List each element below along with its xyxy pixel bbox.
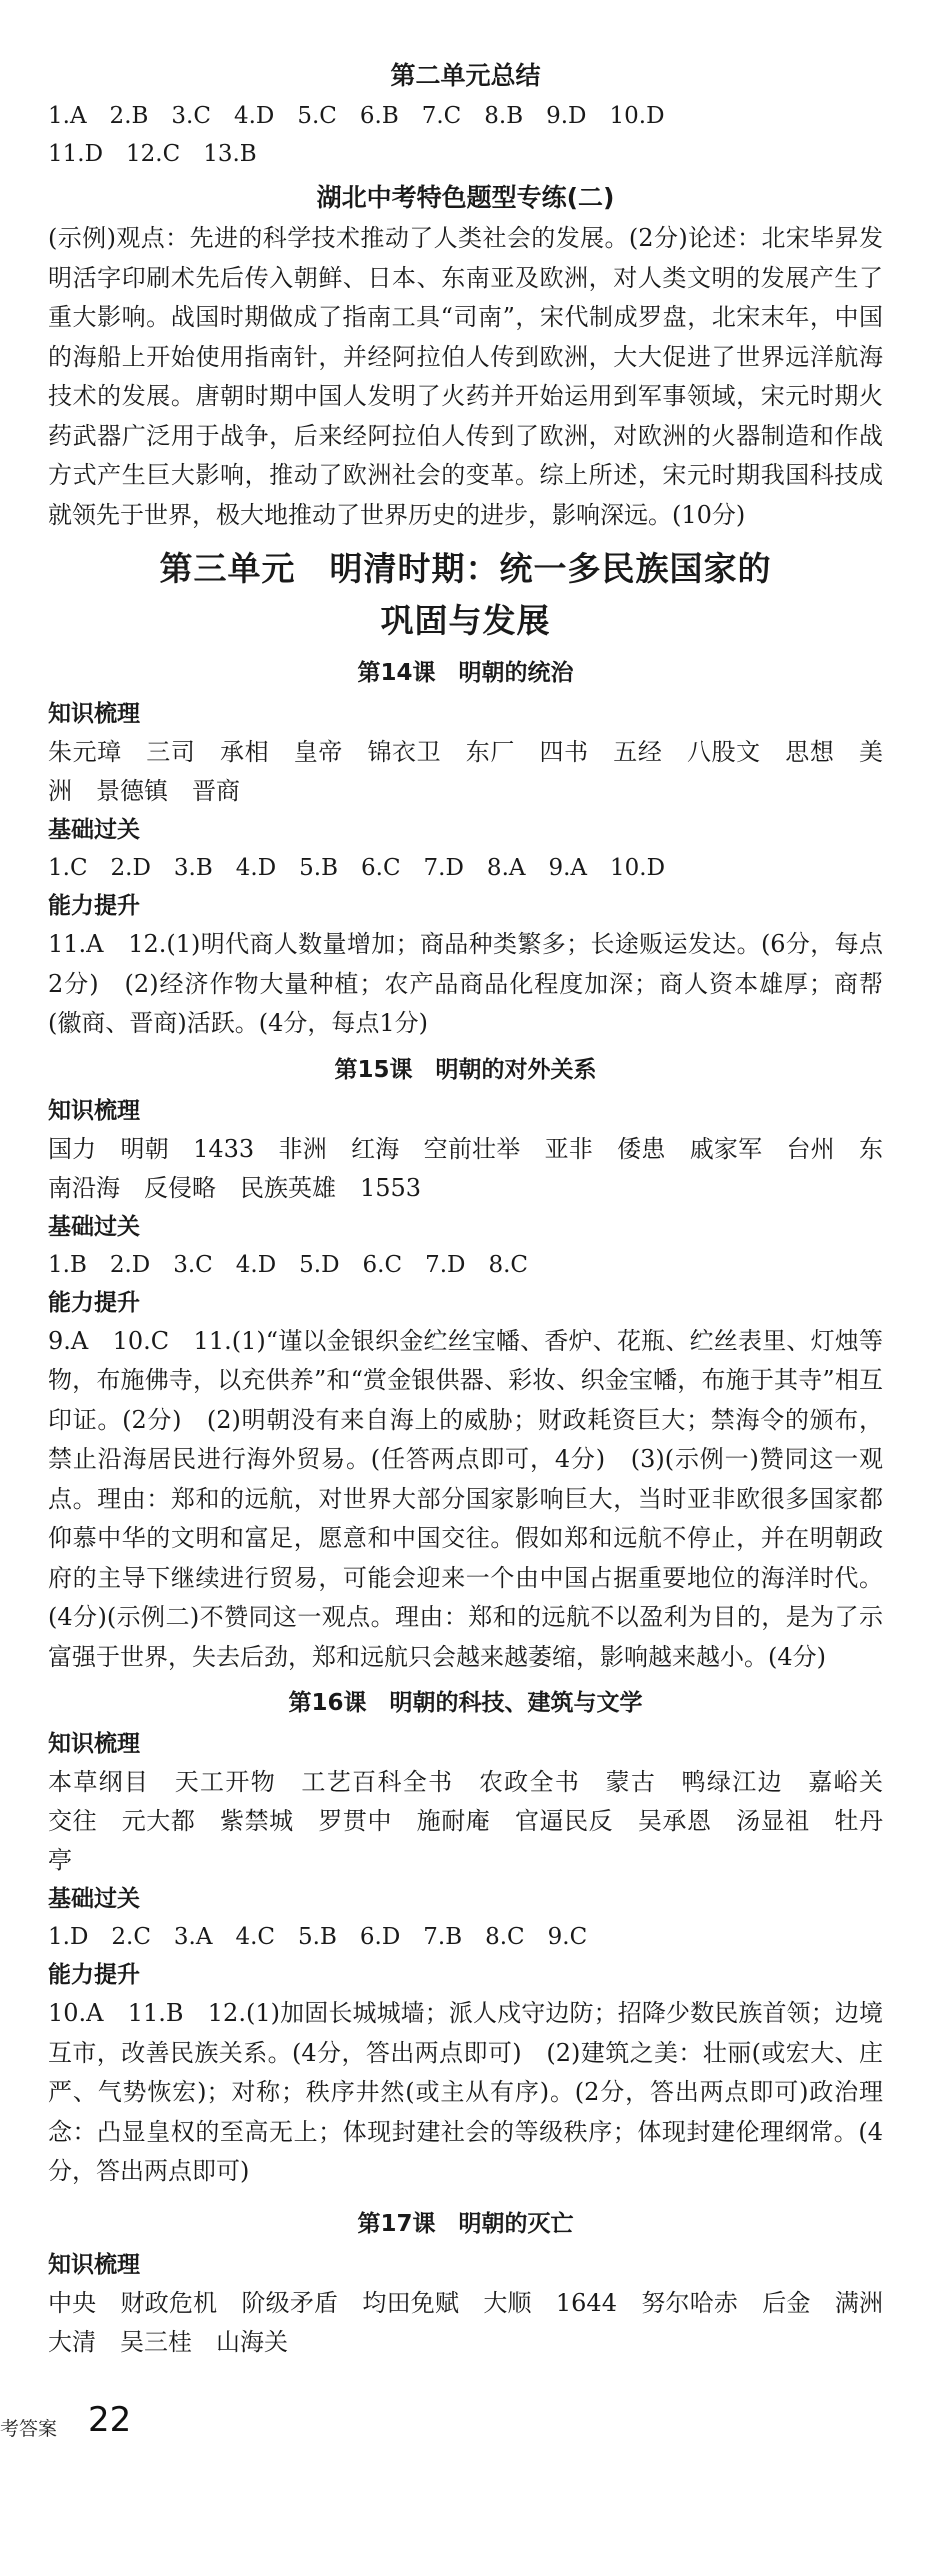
knowledge-terms: 本草纲目 天工开物 工艺百科全书 农政全书 蒙古 鸭绿江边 嘉峪关 交往 元大都 紫禁城 罗贯中 施耐庵 官逼民反 吴承恩 汤显祖 牡丹亭 — [48, 1768, 907, 1874]
page-number: 22 — [88, 2400, 132, 2440]
ability-label: 能力提升 — [48, 893, 140, 919]
basic-answers: 1.C 2.D 3.B 4.D 5.B 6.C 7.D 8.A 9.A 10.D — [48, 855, 666, 881]
lesson-title: 第15课 明朝的对外关系 — [334, 1056, 597, 1083]
basic-label: 基础过关 — [48, 817, 140, 843]
lesson-title: 第14课 明朝的统治 — [357, 660, 574, 686]
basic-label: 基础过关 — [48, 1886, 140, 1912]
ability-label: 能力提升 — [48, 1962, 140, 1988]
footer-label: 考答案 — [0, 2418, 58, 2440]
lesson-14 — [48, 651, 883, 1044]
ability-label: 能力提升 — [48, 1289, 140, 1316]
unit3-title-line1: 第三单元 明清时期：统一多民族国家的 — [159, 549, 772, 588]
basic-answers: 1.B 2.D 3.C 4.D 5.D 6.C 7.D 8.C — [48, 1251, 529, 1278]
basic-answers: 1.D 2.C 3.A 4.C 5.B 6.D 7.B 8.C 9.C — [48, 1924, 588, 1950]
page-content — [48, 55, 907, 2362]
ability-answers: 11.A 12.(1)明代商人数量增加；商品种类繁多；长途贩运发达。(6分，每点2分) (2)经济作物大量种植；农产品商品化程度加深；商人资本雄厚；商帮(徽商、晋商)活跃。(4分，每点1分) — [48, 930, 883, 1037]
unit2-summary-title: 第二单元总结 — [390, 61, 541, 90]
lesson-16 — [48, 1681, 907, 2192]
ability-answers: 9.A 10.C 11.(1)“谨以金银织金纻丝宝幡、香炉、花瓶、纻丝表里、灯烛等物，布施佛寺，以充供养”和“赏金银供器、彩妆、织金宝幡，布施于其寺”相互印证。(2分) (2)明朝没有来自海上的威胁；财政耗资巨大；禁海令的颁布，禁止沿海居民进行海外贸易。(任答两点即可，4分) (3)(示例一)赞同这一观点。理由：郑和的远航，对世界大部分国家影响巨大，当时亚非欧很多国家都仰慕中华的文明和富足，愿意和中国交往。假如郑和远航不停止，并在明朝政府的主导下继续进行贸易，可能会迎来一个由中国占据重要地位的海洋时代。(4分)(示例二)不赞同这一观点。理由：郑和的远航不以盈利为目的，是为了示富强于世界，失去后劲，郑和远航只会越来越萎缩，影响越来越小。(4分) — [48, 1326, 883, 1671]
hubei-special-answer: (示例)观点：先进的科学技术推动了人类社会的发展。(2分)论述：北宋毕昇发明活字印刷术先后传入朝鲜、日本、东南亚及欧洲，对人类文明的发展产生了重大影响。战国时期做成了指南工具“司南”，宋代制成罗盘，北宋末年，中国的海船上开始使用指南针，并经阿拉伯人传到欧洲，大大促进了世界远洋航海技术的发展。唐朝时期中国人发明了火药并开始运用到军事领域，宋元时期火药武器广泛用于战争，后来经阿拉伯人传到了欧洲，对欧洲的火器制造和作战方式产生巨大影响，推动了欧洲社会的变革。综上所述，宋元时期我国科技成就领先于世界，极大地推动了世界历史的进步，影响深远。(10分) — [48, 224, 883, 529]
knowledge-label: 知识梳理 — [48, 2251, 140, 2278]
hubei-special-title: 湖北中考特色题型专练(二) — [316, 183, 615, 212]
knowledge-label: 知识梳理 — [48, 701, 140, 727]
knowledge-terms: 中央 财政危机 阶级矛盾 均田免赋 大顺 1644 努尔哈赤 后金 满洲 大清 吴三桂 山海关 — [48, 2288, 907, 2356]
page-footer — [0, 2400, 300, 2460]
lesson-15 — [48, 1048, 883, 1678]
lesson-17 — [48, 2202, 907, 2362]
knowledge-terms: 国力 明朝 1433 非洲 红海 空前壮举 亚非 倭患 戚家军 台州 东南沿海 反侵略 民族英雄 1553 — [48, 1134, 883, 1202]
knowledge-label: 知识梳理 — [48, 1731, 140, 1757]
knowledge-terms: 朱元璋 三司 承相 皇帝 锦衣卫 东厂 四书 五经 八股文 思想 美洲 景德镇 晋商 — [48, 738, 883, 805]
basic-label: 基础过关 — [48, 1213, 140, 1240]
knowledge-label: 知识梳理 — [48, 1097, 140, 1124]
lesson-title: 第17课 明朝的灭亡 — [357, 2210, 574, 2237]
unit2-answers-line2: 11.D 12.C 13.B — [48, 141, 257, 167]
unit3-title-line2: 巩固与发展 — [380, 601, 551, 640]
unit2-answers-line1: 1.A 2.B 3.C 4.D 5.C 6.B 7.C 8.B 9.D 10.D — [48, 103, 665, 129]
ability-answers: 10.A 11.B 12.(1)加固长城城墙；派人戍守边防；招降少数民族首领；边境互市，改善民族关系。(4分，答出两点即可) (2)建筑之美：壮丽(或宏大、庄严、气势恢宏)；对称；秩序井然(或主从有序)。(2分，答出两点即可)政治理念：凸显皇权的至高无上；体现封建社会的等级秩序；体现封建伦理纲常。(4分，答出两点即可) — [48, 1999, 883, 2185]
lesson-title: 第16课 明朝的科技、建筑与文学 — [288, 1690, 643, 1716]
